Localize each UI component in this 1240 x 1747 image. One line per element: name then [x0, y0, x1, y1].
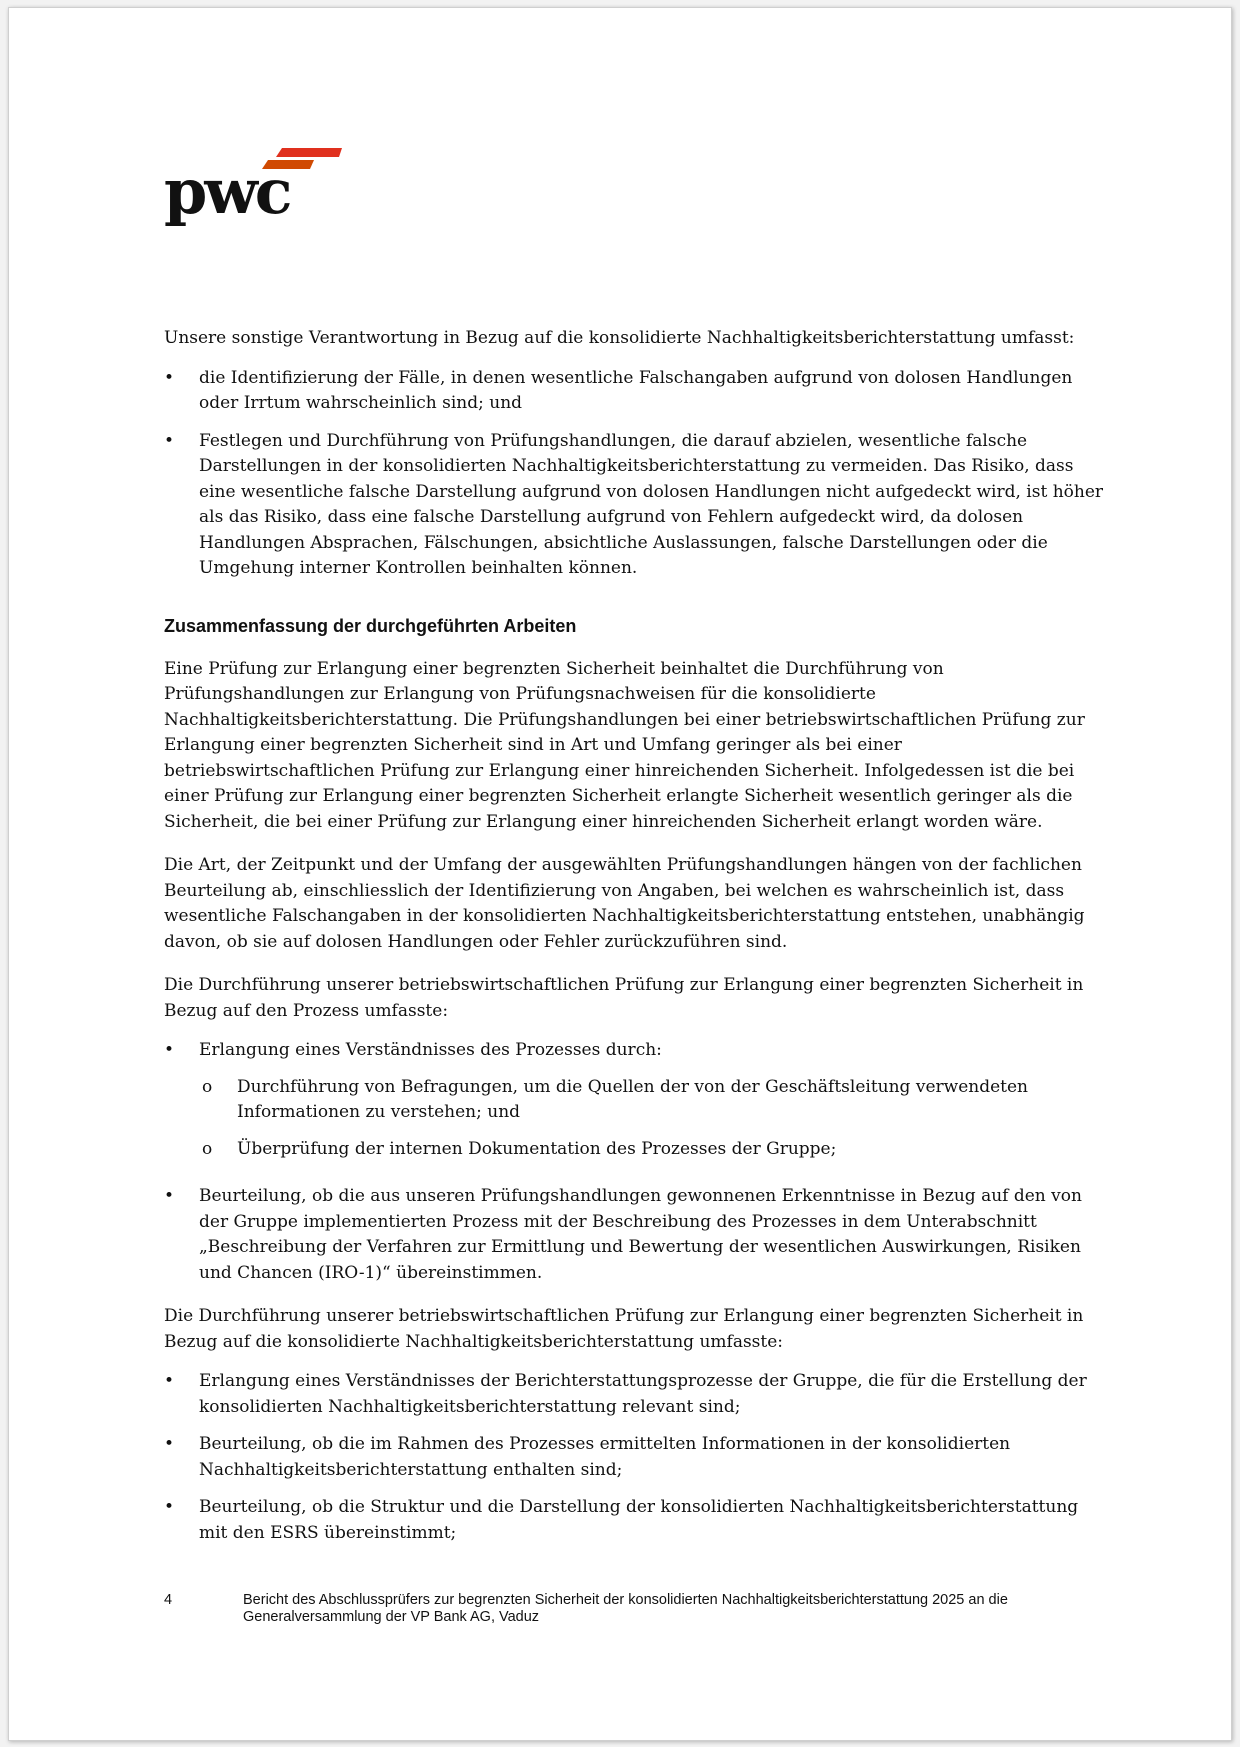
sub-list-item: o Überprüfung der internen Dokumentation des Prozesses der Gruppe; — [199, 1137, 1104, 1163]
pwc-logo — [164, 148, 344, 248]
bullet-icon: • — [164, 1497, 175, 1517]
circle-bullet-icon: o — [202, 1076, 213, 1097]
page-number: 4 — [164, 1592, 173, 1608]
logo-text: pwc — [164, 155, 290, 228]
list-item: • Erlangung eines Verständnisses des Prozesses durch: o Durchführung von Befragungen, um die Quellen der von der Geschäftsleitung verwendeten Informationen zu verstehen; und o Überprüfung der internen Dokumentation des Prozesses der Gruppe; — [164, 1038, 1104, 1162]
bullet-icon: • — [164, 1186, 175, 1206]
bullet-icon: • — [164, 367, 175, 388]
responsibility-list — [164, 366, 1104, 582]
report-body — [164, 326, 1104, 1564]
sub-list — [199, 1075, 1104, 1163]
intro-paragraph: Unsere sonstige Verantwortung in Bezug auf die konsolidierte Nachhaltigkeitsberichterstattung umfasst: — [164, 328, 1075, 348]
list-item: • Festlegen und Durchführung von Prüfungshandlungen, die darauf abzielen, wesentliche falsche Darstellungen in der konsolidierten Nachhaltigkeitsberichterstattung zu vermeiden. Das Risiko, dass eine wesentliche falsche Darstellung aufgrund von dolosen Handlungen nicht aufgedeckt wird, ist höher als das Risiko, dass eine falsche Darstellung aufgrund von Fehlern aufgedeckt wird, da dolosen Handlungen Absprachen, Fälschungen, absichtliche Auslassungen, falsche Darstellungen oder die Umgehung interner Kontrollen beinhalten können. — [164, 430, 1104, 578]
list-item: • Beurteilung, ob die im Rahmen des Prozesses ermittelten Informationen in der konsolidierten Nachhaltigkeitsberichterstattung enthalten sind; — [164, 1434, 1011, 1480]
footer-text: Bericht des Abschlussprüfers zur begrenzten Sicherheit der konsolidierten Nachhaltigkeitsberichterstattung 2025 an die Generalversammlung der VP Bank AG, Vaduz — [243, 1592, 1008, 1625]
bullet-icon: • — [164, 1434, 175, 1454]
list-item: • die Identifizierung der Fälle, in denen wesentliche Falschangaben aufgrund von dolosen Handlungen oder Irrtum wahrscheinlich sind; und — [164, 367, 1073, 413]
list-item: • Erlangung eines Verständnisses der Berichterstattungsprozesse der Gruppe, die für die Erstellung der konsolidierten Nachhaltigkeitsberichterstattung relevant sind; — [164, 1371, 1087, 1417]
paragraph-process-intro: Die Durchführung unserer betriebswirtschaftlichen Prüfung zur Erlangung einer begrenzten Sicherheit in Bezug auf den Prozess umfasste: — [164, 975, 1084, 1021]
circle-bullet-icon: o — [202, 1138, 213, 1159]
bullet-icon: • — [164, 1371, 175, 1391]
bullet-icon: • — [164, 1040, 175, 1060]
paragraph-limited-assurance: Eine Prüfung zur Erlangung einer begrenzten Sicherheit beinhaltet die Durchführung von Prüfungshandlungen zur Erlangung von Prüfungsnachweisen für die konsolidierte Nachhaltigkeitsberichterstattung. Die Prüfungshandlungen bei einer betriebswirtschaftlichen Prüfung zur Erlangung einer begrenzten Sicherheit sind in Art und Umfang geringer als bei einer betriebswirtschaftlichen Prüfung zur Erlangung einer hinreichenden Sicherheit. Infolgedessen ist die bei einer Prüfung zur Erlangung einer begrenzten Sicherheit erlangte Sicherheit wesentlich geringer als die Sicherheit, die bei einer Prüfung zur Erlangung einer hinreichenden Sicherheit erlangt worden wäre. — [164, 658, 1085, 832]
paragraph-procedures: Die Art, der Zeitpunkt und der Umfang der ausgewählten Prüfungshandlungen hängen von der fachlichen Beurteilung ab, einschliesslich der Identifizierung von Angaben, bei welchen es wahrscheinlich ist, dass wesentliche Falschangaben in der konsolidierten Nachhaltigkeitsberichterstattung entstehen, unabhängig davon, ob sie auf dolosen Handlungen oder Fehler zurückzuführen sind. — [164, 855, 1085, 952]
paragraph-report-intro: Die Durchführung unserer betriebswirtschaftlichen Prüfung zur Erlangung einer begrenzten Sicherheit in Bezug auf die konsolidierte Nachhaltigkeitsberichterstattung umfasste: — [164, 1306, 1084, 1352]
process-list — [164, 1038, 1104, 1286]
bullet-icon: • — [164, 430, 175, 451]
section-heading: Zusammenfassung der durchgeführten Arbeiten — [164, 615, 577, 636]
list-item: • Beurteilung, ob die Struktur und die Darstellung der konsolidierten Nachhaltigkeitsberichterstattung mit den ESRS übereinstimmt; — [164, 1497, 1079, 1543]
sub-list-item: o Durchführung von Befragungen, um die Quellen der von der Geschäftsleitung verwendeten Informationen zu verstehen; und — [202, 1076, 1028, 1122]
report-list — [164, 1369, 1104, 1546]
list-item: • Beurteilung, ob die aus unseren Prüfungshandlungen gewonnenen Erkenntnisse in Bezug auf den von der Gruppe implementierten Prozess mit der Beschreibung des Prozesses in dem Unterabschnitt „Beschreibung der Verfahren zur Ermittlung und Bewertung der wesentlichen Auswirkungen, Risiken und Chancen (IRO-1)“ übereinstimmen. — [164, 1186, 1082, 1283]
document-page — [8, 7, 1232, 1741]
